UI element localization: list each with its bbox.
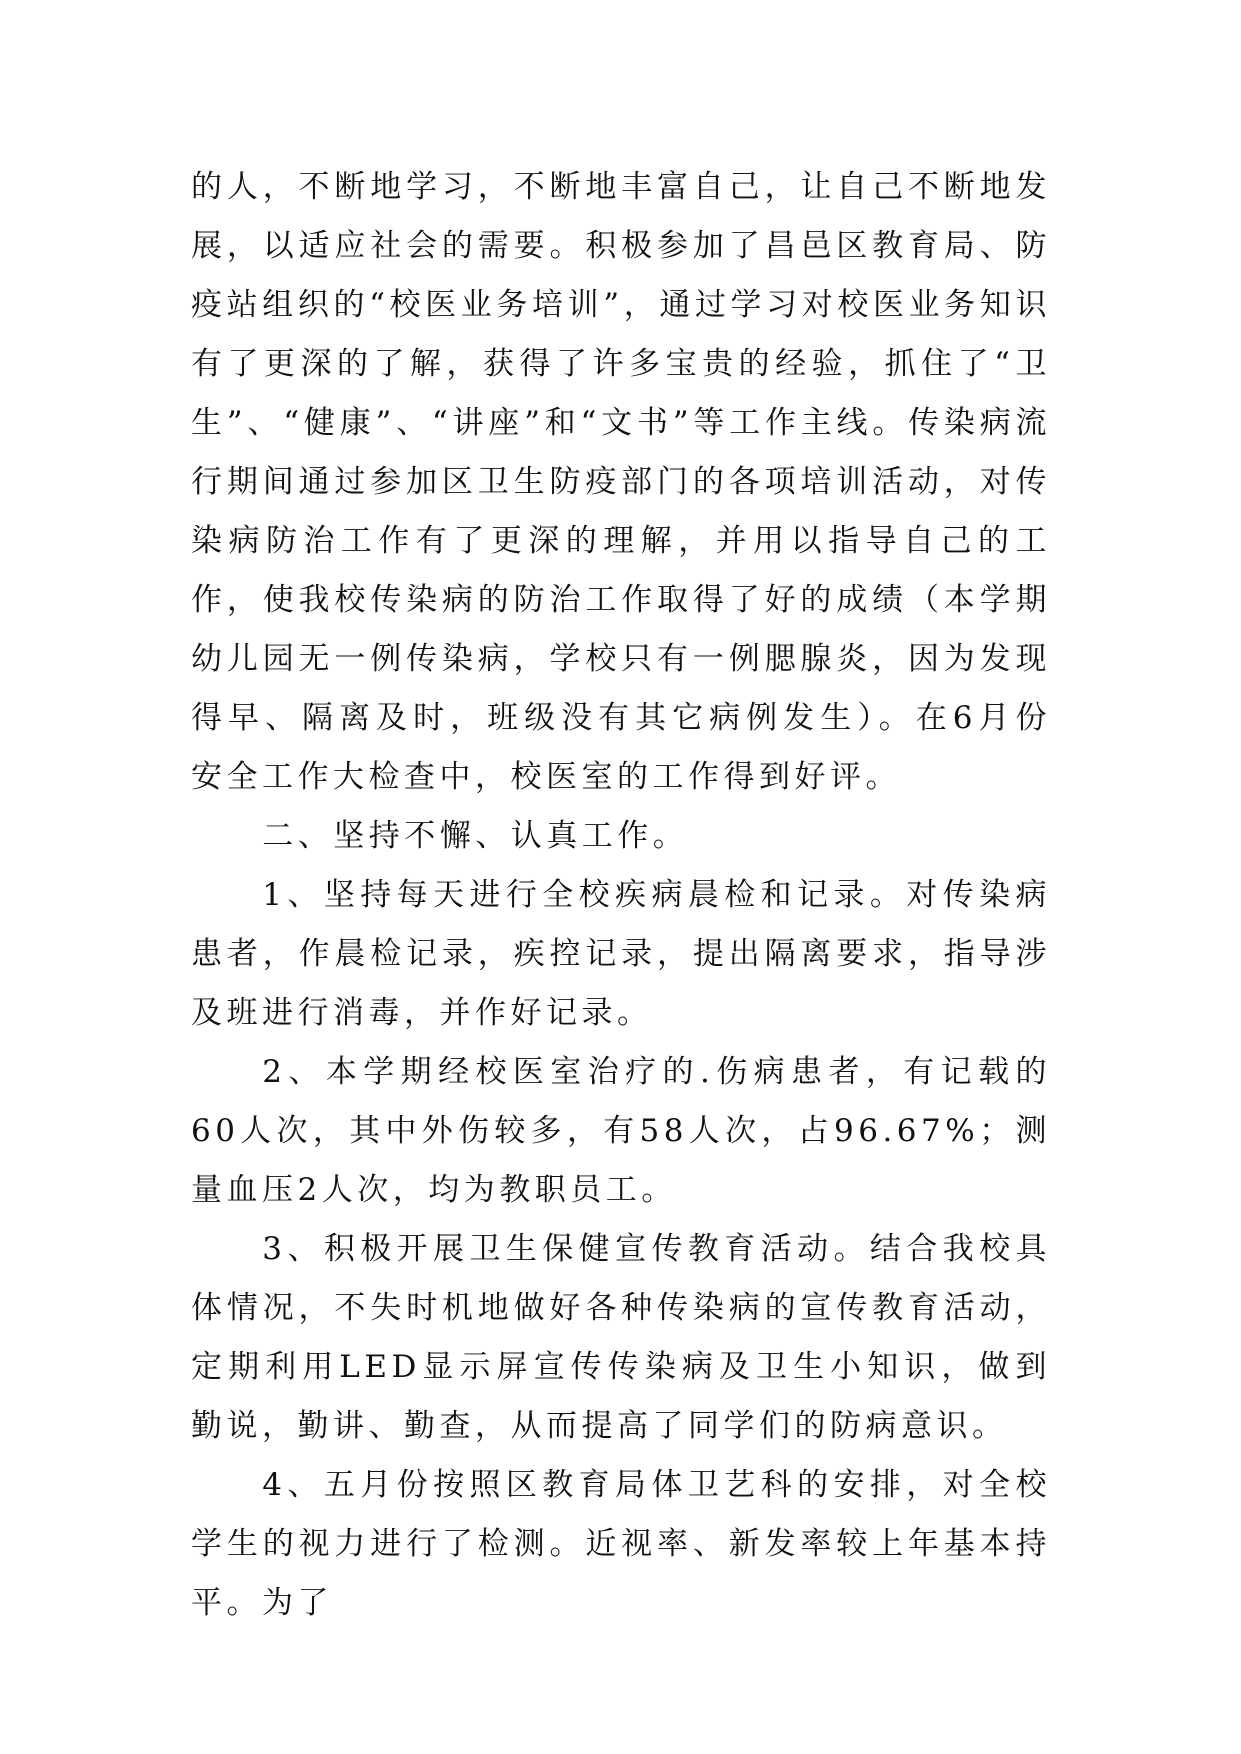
paragraph-item-1: 1、坚持每天进行全校疾病晨检和记录。对传染病患者，作晨检记录，疾控记录，提出隔离要求，指导涉及班进行消毒，并作好记录。 — [191, 877, 1051, 1031]
document-body — [191, 158, 1051, 1633]
paragraph-item-3: 3、积极开展卫生保健宣传教育活动。结合我校具体情况，不失时机地做好各种传染病的宣传教育活动，定期利用LED显示屏宣传传染病及卫生小知识，做到勤说，勤讲、勤查，从而提高了同学们的防病意识。 — [191, 1231, 1051, 1444]
paragraph-item-4: 4、五月份按照区教育局体卫艺科的安排，对全校学生的视力进行了检测。近视率、新发率较上年基本持平。为了 — [191, 1467, 1051, 1621]
paragraph-continuation: 的人，不断地学习，不断地丰富自己，让自己不断地发展，以适应社会的需要。积极参加了昌邑区教育局、防疫站组织的“校医业务培训”，通过学习对校医业务知识有了更深的了解，获得了许多宝贵的经验，抓住了“卫生”、“健康”、“讲座”和“文书”等工作主线。传染病流行期间通过参加区卫生防疫部门的各项培训活动，对传染病防治工作有了更深的理解，并用以指导自己的工作，使我校传染病的防治工作取得了好的成绩（本学期幼儿园无一例传染病，学校只有一例腮腺炎，因为发现得早、隔离及时，班级没有其它病例发生）。在6月份安全工作大检查中，校医室的工作得到好评。 — [191, 169, 1051, 795]
paragraph-item-2: 2、本学期经校医室治疗的.伤病患者，有记载的60人次，其中外伤较多，有58人次，占96.67%；测量血压2人次，均为教职员工。 — [191, 1054, 1051, 1208]
section-heading-2: 二、坚持不懈、认真工作。 — [262, 818, 689, 854]
